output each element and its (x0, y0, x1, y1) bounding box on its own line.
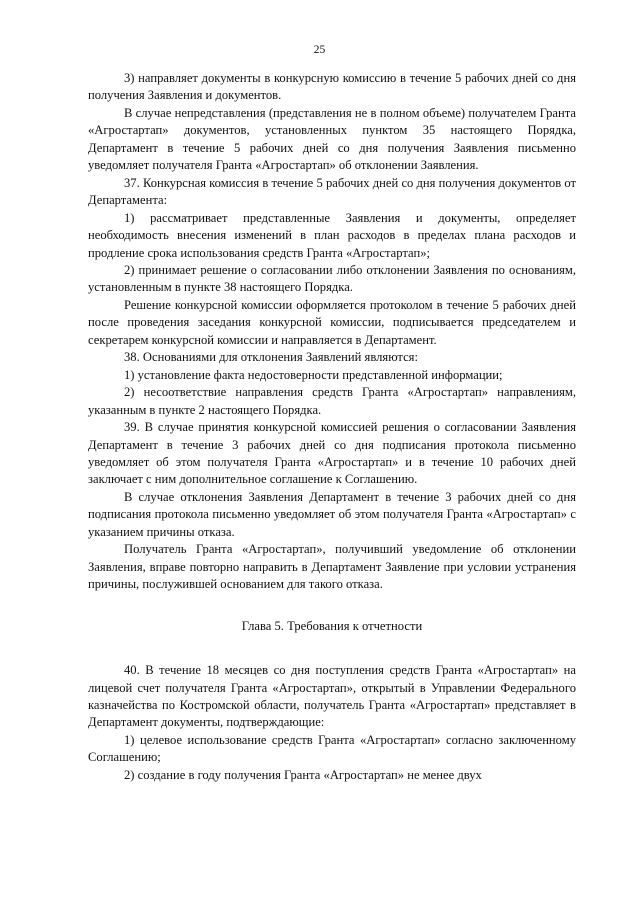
paragraph: 1) рассматривает представленные Заявления и документы, определяет необходимость внесения изменений в план расходов в пределах плана расходов и продление срока использования средств Гранта «Агростартап»; (88, 210, 576, 260)
paragraph: 3) направляет документы в конкурсную комиссию в течение 5 рабочих дней со дня получения Заявления и документов. (88, 71, 576, 103)
paragraph: Получатель Гранта «Агростартап», получивший уведомление об отклонении Заявления, вправе повторно направить в Департамент Заявление при условии устранения причины, послужившей основанием для такого отказа. (88, 542, 576, 592)
paragraph: 38. Основаниями для отклонения Заявлений являются: (124, 350, 418, 365)
paragraph: В случае отклонения Заявления Департамент в течение 3 рабочих дней со дня подписания протокола письменно уведомляет об этом получателя Гранта «Агростартап» с указанием причины отказа. (88, 489, 576, 539)
paragraph: Решение конкурсной комиссии оформляется протоколом в течение 5 рабочих дней после проведения заседания конкурсной комиссии, подписывается председателем и секретарем конкурсной комиссии и направляется в Департамент. (88, 297, 576, 347)
paragraph: 2) создание в году получения Гранта «Агростартап» не менее двух (124, 767, 482, 782)
chapter-heading: Глава 5. Требования к отчетности (241, 618, 423, 633)
document-body (88, 70, 576, 784)
paragraph: 2) несоответствие направления средств Гранта «Агростартап» направлениям, указанным в пункте 2 настоящего Порядка. (88, 385, 576, 417)
paragraph: 2) принимает решение о согласовании либо отклонении Заявления по основаниям, установленным в пункте 38 настоящего Порядка. (88, 262, 576, 295)
paragraph: 39. В случае принятия конкурсной комиссией решения о согласовании Заявления Департамент в течение 3 рабочих дней со дня подписания протокола письменно уведомляет об этом получателя Гранта «Агростартап» и в течение 10 рабочих дней заключает с ним дополнительное соглашение к Соглашению. (88, 420, 576, 487)
paragraph: 37. Конкурсная комиссия в течение 5 рабочих дней со дня получения документов от Департамента: (88, 175, 576, 208)
paragraph: 40. В течение 18 месяцев со дня поступления средств Гранта «Агростартап» на лицевой счет получателя Гранта «Агростартап», открытый в Управлении Федерального казначейства по Костромской области, получатель Гранта «Агростартап» представляет в Департамент документы, подтверждающие: (88, 663, 576, 730)
paragraph: 1) целевое использование средств Гранта «Агростартап» согласно заключенному Соглашению; (88, 732, 576, 765)
paragraph: 1) установление факта недостоверности представленной информации; (124, 367, 503, 382)
page-number: 25 (313, 44, 326, 56)
paragraph: В случае непредставления (представления не в полном объеме) получателем Гранта «Агростартап» документов, установленных пунктом 35 настоящего Порядка, Департамент в течение 5 рабочих дней со дня получения Заявления письменно уведомляет получателя Гранта «Агростартап» об отклонении Заявления. (88, 105, 576, 173)
